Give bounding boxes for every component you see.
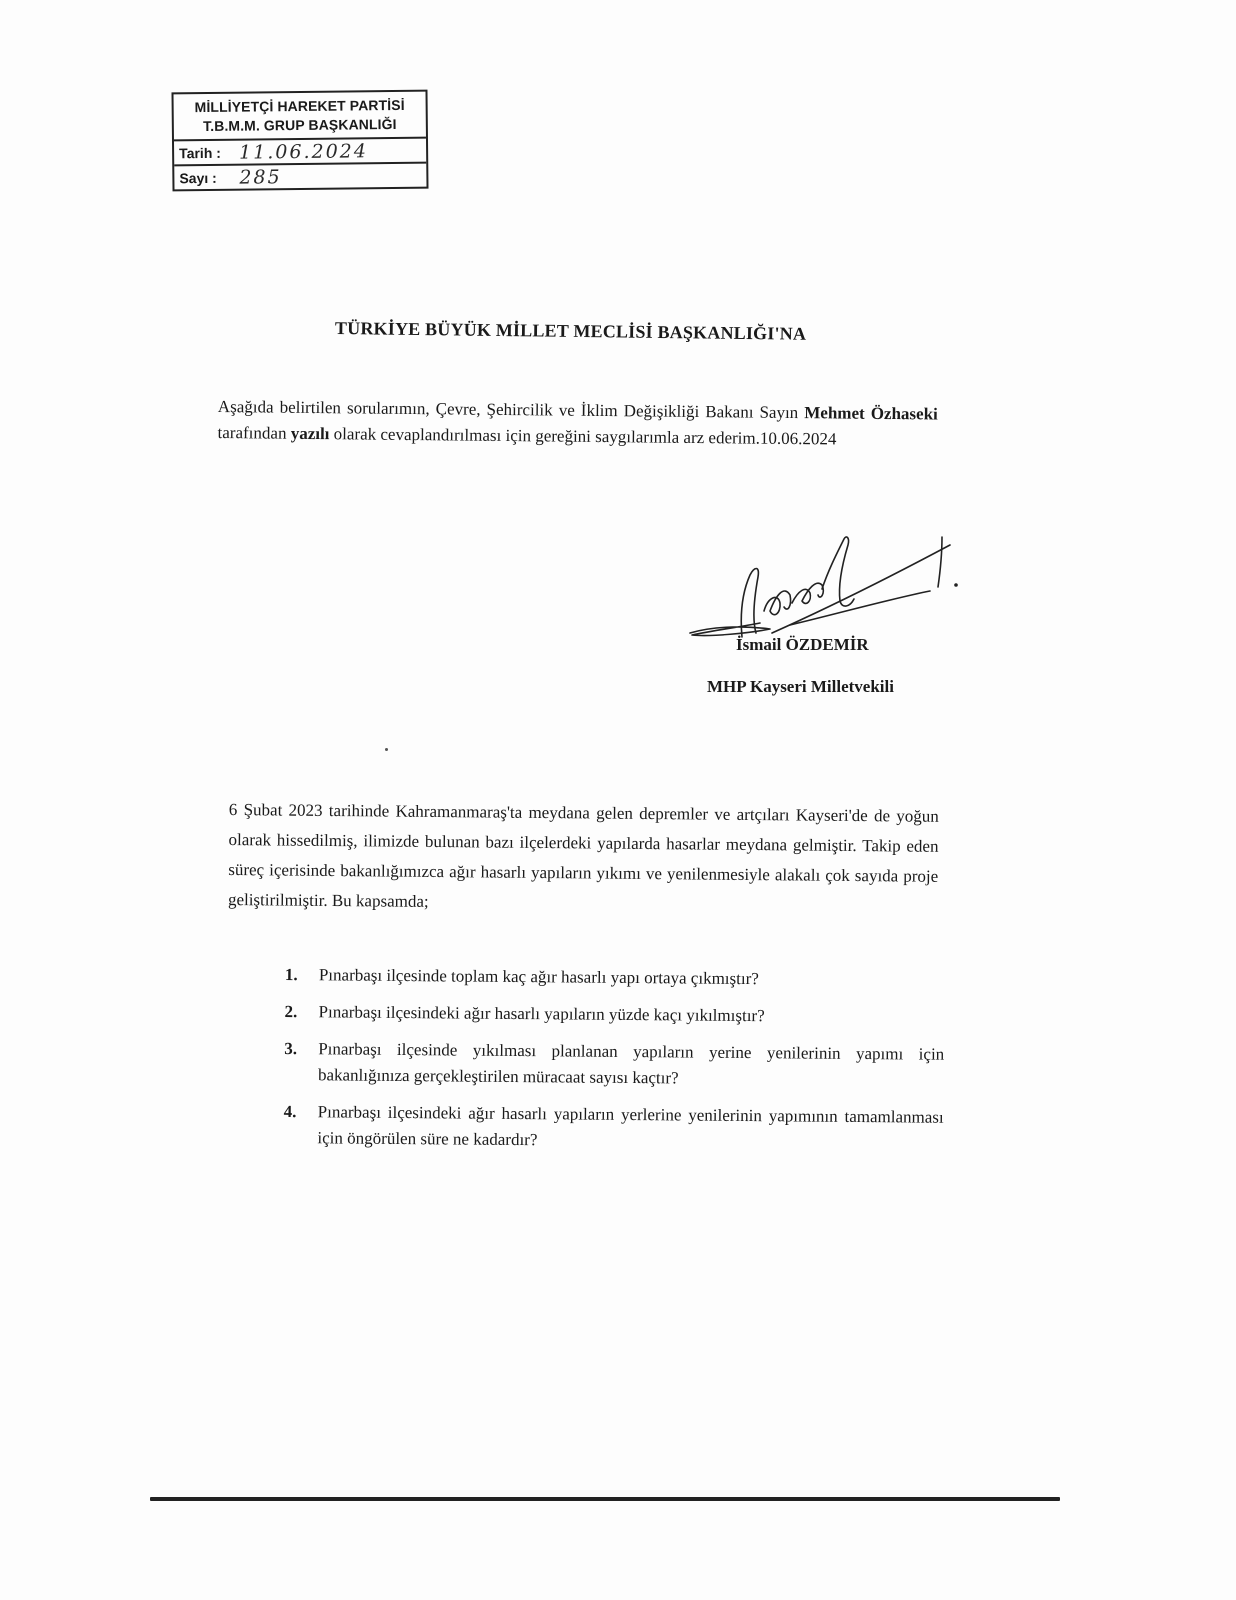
document-title: TÜRKİYE BÜYÜK MİLLET MECLİSİ BAŞKANLIĞI'NA (334, 318, 807, 344)
question-number: 2. (284, 1001, 298, 1022)
body-paragraph: 6 Şubat 2023 tarihinde Kahramanmaraş'ta meydana gelen depremler ve artçıları Kayseri'de de yoğun olarak hissedilmiş, ilimizde bulunan bazı ilçelerdeki yapılarda hasarlar meydana gelmiştir. Takip eden süreç içerisinde bakanlığımızca ağır hasarlı yapıların yıkımı ve yenilenmesiyle alakalı çok sayıda proje geliştirilmiştir. Bu kapsamda; (227, 799, 939, 911)
scan-bottom-edge (150, 1497, 1060, 1501)
stamp-date-label: Tarih : (179, 144, 221, 161)
question-number: 3. (284, 1038, 298, 1059)
stamp-date-value: 11.06.2024 (239, 139, 369, 164)
stamp-header (174, 92, 426, 142)
question-text: Pınarbaşı ilçesinde toplam kaç ağır hasarlı yapı ortaya çıkmıştır? (318, 965, 759, 989)
question-item (284, 1036, 944, 1094)
signatory-title: MHP Kayseri Milletvekili (707, 677, 894, 696)
stamp-number-label: Sayı : (179, 169, 217, 186)
minister-name: Mehmet Özhaseki (804, 403, 938, 424)
written-keyword: yazılı (290, 423, 330, 444)
stamp-number-value: 285 (239, 165, 282, 189)
stamp-office-name: T.B.M.M. GRUP BAŞKANLIĞI (203, 115, 397, 135)
stamp-party-name: MİLLİYETÇİ HAREKET PARTİSİ (194, 96, 405, 116)
question-item (284, 999, 944, 1031)
intro-paragraph (217, 394, 938, 454)
question-item (283, 1099, 943, 1157)
question-number: 1. (284, 964, 298, 985)
intro-text-2: tarafından (217, 422, 291, 443)
question-number: 4. (283, 1101, 297, 1122)
question-text: Pınarbaşı ilçesindeki ağır hasarlı yapıların yüzde kaçı yıkılmıştır? (318, 1002, 765, 1026)
stamp-number-row (174, 162, 426, 190)
intro-text-3: olarak cevaplandırılması için gereğini saygılarımla arz ederim.10.06.2024 (329, 424, 837, 449)
stamp-date-row (174, 139, 426, 165)
question-text: Pınarbaşı ilçesindeki ağır hasarlı yapıların yerlerine yenilerinin yapımının tamamlanması için öngörülen süre ne kadardır? (317, 1102, 944, 1150)
question-item (285, 962, 945, 994)
signatory-name: İsmail ÖZDEMİR (736, 635, 869, 654)
questions-list (283, 962, 945, 1168)
registry-stamp (171, 90, 428, 192)
handwritten-signature (680, 515, 980, 655)
question-text: Pınarbaşı ilçesinde yıkılması planlanan yapıların yerine yenilerinin yapımı için bakanlığınıza gerçekleştirilen müracaat sayısı kaçtır? (317, 1039, 945, 1088)
intro-text-1: Aşağıda belirtilen sorularımın, Çevre, Şehircilik ve İklim Değişikliği Bakanı Sayın (217, 396, 805, 423)
scan-speck (385, 748, 388, 751)
